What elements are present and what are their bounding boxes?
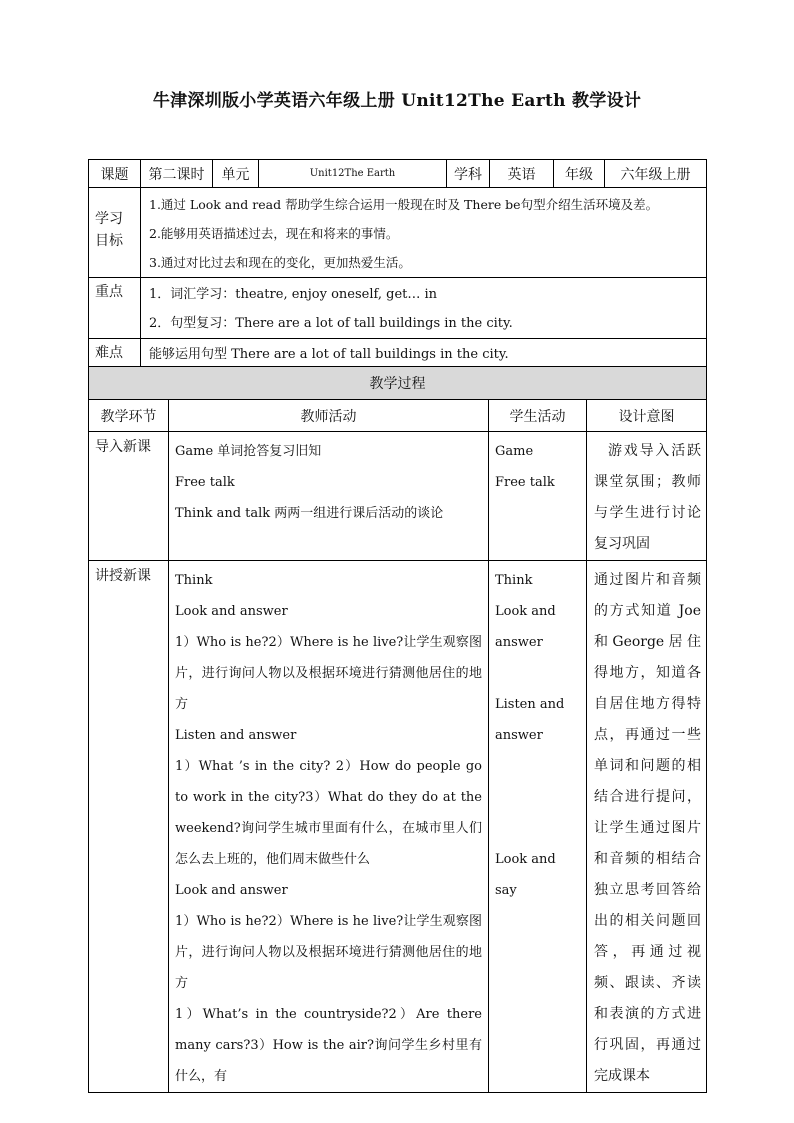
header-stage: 教学环节 [89, 400, 169, 432]
header-teacher: 教师活动 [169, 400, 489, 432]
design-intent-cell: 通过图片和音频的方式知道 Joe 和George居住得地方，知道各自居住地方得特点，再通过一些单词和问题的相结合进行提问，让学生通过图片和音频的相结合独立思考回答给出的相关问题回答，再通过视频、跟读、齐读和表演的方式进行巩固，再通过完成课本 [587, 561, 707, 1093]
student-activity-cell: Game Free talk [489, 432, 587, 561]
process-banner: 教学过程 [89, 367, 707, 400]
objective-item: 3.通过对比过去和现在的变化，更加热爱生活。 [149, 255, 411, 270]
subject-label: 学科 [447, 160, 490, 188]
unit-label: 单元 [213, 160, 259, 188]
objective-item: 2.能够用英语描述过去，现在和将来的事情。 [149, 226, 399, 241]
difficulty-label: 难点 [89, 339, 141, 369]
unit-value: Unit12The Earth [259, 160, 447, 188]
objective-item: 1.通过 Look and read 帮助学生综合运用一般现在时及 There be句型介绍生活环境及差。 [149, 197, 659, 212]
grade-value: 六年级上册 [605, 160, 707, 188]
subject-value: 英语 [490, 160, 554, 188]
design-intent-cell: 游戏导入活跃课堂氛围；教师与学生进行讨论复习巩固 [587, 432, 707, 561]
stage-cell: 导入新课 [89, 432, 169, 561]
teacher-activity-cell: Think Look and answer 1）Who is he?2）Where is he live?让学生观察图片，进行询问人物以及根据环境进行猜测他居住的地方 Listen and answer 1）What ’s in the city? 2）How do people go to work in the city?3）What do they do at the weekend?询问学生城市里面有什么，在城市里人们怎么去上班的，他们周末做些什么 Look and answer 1）Who is he?2）Where is he live?让学生观察图片，进行询问人物以及根据环境进行猜测他居住的地方 1）What’s in the countryside?2）Are there many cars?3）How is the air?询问学生乡村里有什么，有 [169, 561, 489, 1093]
key-point-item: 2．句型复习：There are a lot of tall buildings in the city. [149, 316, 513, 331]
lesson-info-table [88, 159, 707, 369]
teaching-process-table [88, 366, 707, 1093]
header-intent: 设计意图 [587, 400, 707, 432]
key-points-label: 重点 [89, 278, 141, 339]
objectives-content [141, 188, 707, 278]
student-activity-cell: Think Look and answer Listen and answer Look and say [489, 561, 587, 1093]
topic-label: 课题 [89, 160, 141, 188]
key-point-item: 1．词汇学习：theatre, enjoy oneself, get… in [149, 287, 438, 302]
teacher-activity-cell: Game 单词抢答复习旧知 Free talk Think and talk 两两一组进行课后活动的谈论 [169, 432, 489, 561]
grade-label: 年级 [554, 160, 605, 188]
table-row [89, 561, 707, 1093]
header-student: 学生活动 [489, 400, 587, 432]
objectives-label: 学习 目标 [89, 188, 141, 278]
difficulty-content: 能够运用句型 There are a lot of tall buildings in the city. [141, 339, 707, 369]
key-points-content [141, 278, 707, 339]
document-title: 牛津深圳版小学英语六年级上册 Unit12The Earth 教学设计 [152, 91, 642, 111]
table-row [89, 432, 707, 561]
topic-value: 第二课时 [141, 160, 213, 188]
stage-cell: 讲授新课 [89, 561, 169, 1093]
